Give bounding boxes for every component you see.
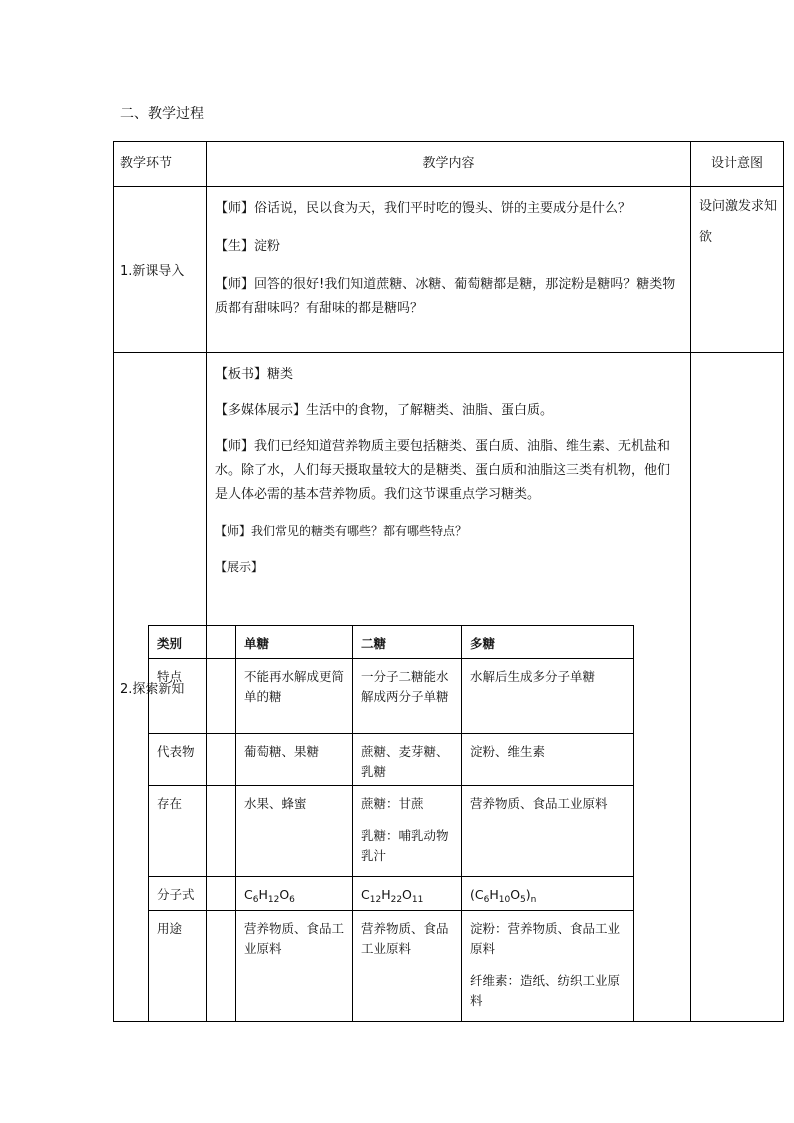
- intent-cell: [691, 353, 784, 1022]
- table-header-row: [114, 142, 784, 187]
- formula-monosaccharide: $C_6H_{12}O_6$: [236, 877, 353, 911]
- table-row: [149, 734, 634, 786]
- formula-disaccharide: $C_{12}H_{22}O_{11}$: [353, 877, 462, 911]
- content-paragraph: 【多媒体展示】生活中的食物，了解糖类、油脂、蛋白质。: [215, 403, 554, 418]
- header-polysaccharide: 多糖: [462, 626, 634, 659]
- cell-line: 纤维素：造纸、纺织工业原料: [470, 973, 621, 1008]
- content-paragraph: 【师】我们已经知道营养物质主要包括糖类、蛋白质、油脂、维生素、无机盐和水。除了水，人们每天摄取量较大的是糖类、蛋白质和油脂这三类有机物，他们是人体必需的基本营养物质。我们这节课重点学习糖类。: [215, 439, 671, 502]
- cell: [353, 786, 462, 877]
- table-row: [149, 659, 634, 734]
- header-content: 教学内容: [207, 142, 691, 187]
- header-stage: 教学环节: [114, 142, 207, 187]
- cell: [462, 911, 634, 1022]
- stage-cell: 2.探索新知: [114, 353, 207, 1022]
- cell: 淀粉、维生素: [462, 734, 634, 786]
- row-label: 存在: [149, 786, 236, 877]
- content-paragraph: 【师】回答的很好!我们知道蔗糖、冰糖、葡萄糖都是糖，那淀粉是糖吗？糖类物质都有甜味吗？有甜味的都是糖吗？: [215, 277, 676, 316]
- content-paragraph: 【师】俗话说，民以食为天，我们平时吃的馒头、饼的主要成分是什么？: [215, 201, 632, 216]
- cell: 水解后生成多分子单糖: [462, 659, 634, 734]
- content-paragraph: 【板书】糖类: [215, 367, 294, 382]
- intent-cell: 设问激发求知欲: [691, 187, 784, 353]
- header-disaccharide: 二糖: [353, 626, 462, 659]
- cell: 水果、蜂蜜: [236, 786, 353, 877]
- cell: 一分子二糖能水解成两分子单糖: [353, 659, 462, 734]
- table-row: [149, 626, 634, 659]
- table-row: [149, 786, 634, 877]
- cell: 葡萄糖、果糖: [236, 734, 353, 786]
- content-paragraph: 【展示】: [215, 560, 264, 574]
- content-paragraph: 【生】淀粉: [215, 239, 281, 254]
- section-heading: 二、教学过程: [120, 106, 204, 122]
- cell-line: 乳糖：哺乳动物乳汁: [361, 828, 449, 863]
- formula-polysaccharide: $(C_6H_{10}O_5)_n$: [462, 877, 634, 911]
- cell: 营养物质、食品工业原料: [236, 911, 353, 1022]
- table-row: [149, 877, 634, 911]
- header-category: 类别: [149, 626, 236, 659]
- table-row: [114, 187, 784, 353]
- cell: 营养物质、食品工业原料: [353, 911, 462, 1022]
- sugar-classification-table: [148, 625, 634, 1022]
- stage-cell: 1.新课导入: [114, 187, 207, 353]
- table-row: [149, 911, 634, 1022]
- row-label: 用途: [149, 911, 236, 1022]
- cell-line: 蔗糖：甘蔗: [361, 796, 424, 811]
- header-intent: 设计意图: [691, 142, 784, 187]
- row-label: 特点: [149, 659, 236, 734]
- row-label: 分子式: [149, 877, 236, 911]
- row-label: 代表物: [149, 734, 236, 786]
- cell: 营养物质、食品工业原料: [462, 786, 634, 877]
- content-cell: [207, 187, 691, 353]
- content-paragraph: 【师】我们常见的糖类有哪些？都有哪些特点？: [215, 524, 468, 538]
- cell: 不能再水解成更简单的糖: [236, 659, 353, 734]
- header-monosaccharide: 单糖: [236, 626, 353, 659]
- cell: 蔗糖、麦芽糖、乳糖: [353, 734, 462, 786]
- cell-line: 淀粉：营养物质、食品工业原料: [470, 921, 621, 956]
